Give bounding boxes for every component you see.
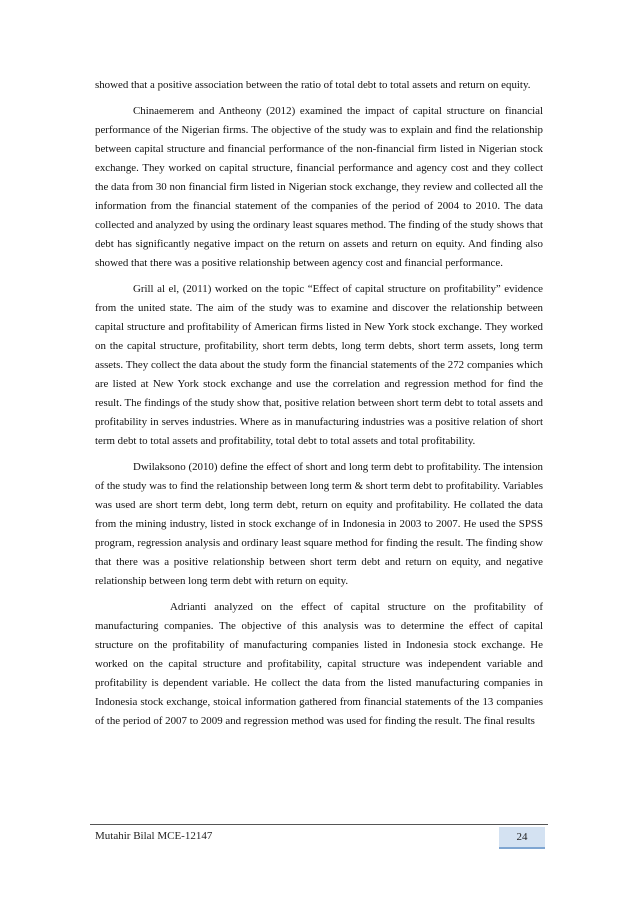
- paragraph-continuation: showed that a positive association between the ratio of total debt to total assets and return on equity.: [95, 79, 531, 91]
- footer-divider: [90, 824, 548, 825]
- paragraph-chinaemerem: Chinaemerem and Antheony (2012) examined the impact of capital structure on financial performance of the Nigerian firms. The objective of the study was to explain and find the relationship between capital structure and financial performance of the non-financial firm listed in Nigerian stock exchange. They worked on capital structure, financial performance and agency cost and they collect the data from 30 non financial firm listed in Nigerian stock exchange, they review and collected all the information from the financial statement of the companies of the period of 2004 to 2010. The data collected and analyzed by using the ordinary least squares method. The finding of the study shows that debt has significantly negative impact on the return on assets and return on equity. And finding also showed that there was a positive relationship between agency cost and financial performance.: [95, 105, 543, 269]
- page-number: 24: [499, 827, 545, 849]
- paragraph-adrianti: Adrianti analyzed on the effect of capital structure on the profitability of manufacturing companies. The objective of this analysis was to determine the effect of capital structure on the profitability of manufacturing companies listed in Indonesia stock exchange. He worked on the capital structure and profitability, capital structure was independent variable and profitability is dependent variable. He collect the data from the listed manufacturing companies in Indonesia stock exchange, stoical information gathered from financial statements of the 13 companies of the period of 2007 to 2009 and regression method was used for finding the result. The final results: [95, 601, 543, 727]
- paragraph-grill: Grill al el, (2011) worked on the topic “Effect of capital structure on profitability” evidence from the united state. The aim of the study was to examine and discover the relationship between capital structure and profitability of American firms listed in New York stock exchange. They worked on the capital structure, profitability, short term debts, long term debts, short term assets, long term assets. They collect the data about the study form the financial statements of the 272 companies which are listed at New York stock exchange and use the correlation and regression method for find the result. The findings of the study show that, positive relation between short term debt to total assets and profitability in serves industries. Where as in manufacturing industries was a positive relation of short term debt to total assets and profitability, total debt to total assets and total profitability.: [95, 283, 543, 447]
- body-text: [95, 76, 543, 738]
- footer-author: Mutahir Bilal MCE-12147: [95, 830, 213, 842]
- paragraph-dwilaksono: Dwilaksono (2010) define the effect of short and long term debt to profitability. The intension of the study was to find the relationship between long term & short term debt to profitability. Variables was used are short term debt, long term debt, return on equity and profitability. He collated the data from the mining industry, listed in stock exchange of in Indonesia in 2003 to 2007. He used the SPSS program, regression analysis and ordinary least square method for finding the result. The finding show that there was a positive relationship between short term debt and return on equity, and negative relationship between long term debt with return on equity.: [95, 461, 543, 587]
